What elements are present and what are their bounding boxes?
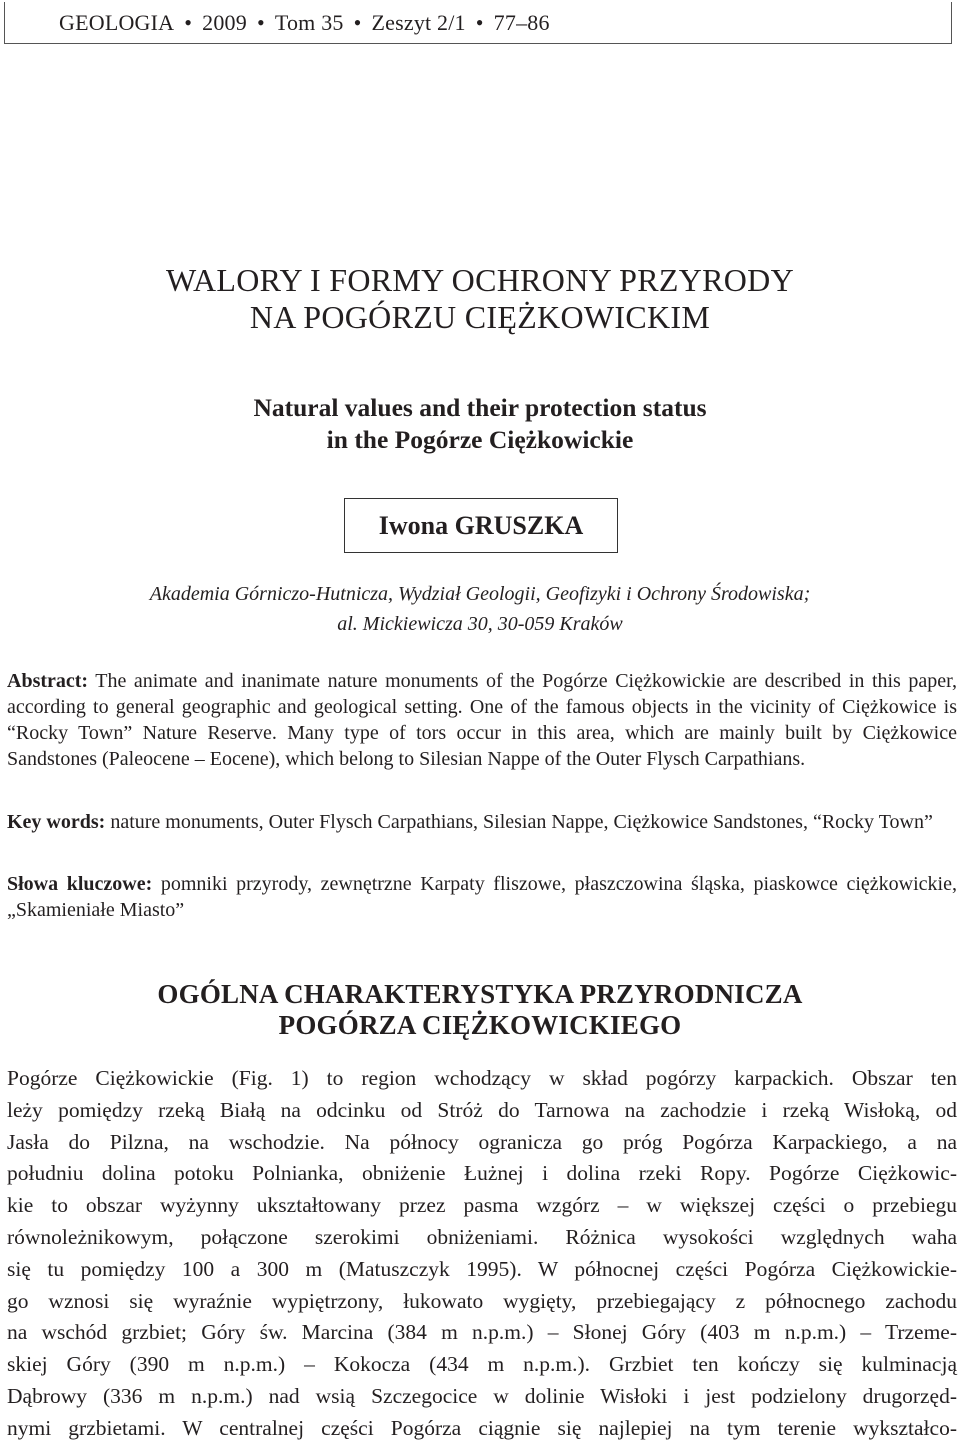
- journal-volume: Tom 35: [274, 10, 344, 35]
- keywords: [7, 809, 957, 835]
- paper-title-line2: NA POGÓRZU CIĘŻKOWICKIM: [249, 299, 711, 335]
- slowa-kluczowe-text: pomniki przyrody, zewnętrzne Karpaty fliszowe, płaszczowina śląska, piaskowce ciężkowickie, „Skamieniałe Miasto”: [7, 873, 957, 921]
- body-line: południu dolina potoku Polnianka, obniżenie Łużnej i dolina rzeki Ropy. Pogórze Ciężkowic-: [7, 1161, 957, 1186]
- keywords-text: nature monuments, Outer Flysch Carpathians, Silesian Nappe, Ciężkowice Sandstones, “Rocky Town”: [105, 811, 933, 833]
- separator-dot: •: [475, 10, 484, 35]
- body-line: Jasła do Pilzna, na wschodzie. Na północy ogranicza go próg Pogórza Karpackiego, a na: [7, 1129, 957, 1154]
- section-heading: [0, 979, 960, 1041]
- section-heading-line1: OGÓLNA CHARAKTERYSTYKA PRZYRODNICZA: [157, 979, 803, 1009]
- body-line: równoleżnikowym, połączone szerokimi obniżeniami. Różnica wysokości względnych waha: [7, 1224, 957, 1249]
- body-line: na wschód grzbiet; Góry św. Marcina (384 m n.p.m.) – Słonej Góry (403 m n.p.m.) – Trzeme-: [7, 1320, 957, 1345]
- abstract-label: Abstract:: [7, 670, 89, 692]
- paper-subtitle-line2: in the Pogórze Ciężkowickie: [326, 425, 634, 454]
- affiliation-line1: Akademia Górniczo-Hutnicza, Wydział Geologii, Geofizyki i Ochrony Środowiska;: [149, 583, 811, 605]
- body-line: Pogórze Ciężkowickie (Fig. 1) to region wchodzący w skład pogórzy karpackich. Obszar ten: [7, 1066, 957, 1090]
- separator-dot: •: [353, 10, 362, 35]
- abstract-text: The animate and inanimate nature monuments of the Pogórze Ciężkowickie are described in this paper, according to general geographic and geological setting. One of the famous objects in the vicinity of Ciężkowice is “Rocky Town” Nature Reserve. Many type of tors occur in this area, which are mainly built by Ciężkowice Sandstones (Paleocene – Eocene), which belong to Silesian Nappe of the Outer Flysch Carpathians.: [7, 670, 957, 770]
- body-paragraph: [7, 1063, 957, 1445]
- separator-dot: •: [184, 10, 193, 35]
- body-line: Dąbrowy (336 m n.p.m.) nad wsią Szczegocice w dolinie Wisłoki i jest podzielony drugorzęd-: [7, 1383, 957, 1408]
- author-name: Iwona GRUSZKA: [344, 498, 618, 553]
- slowa-kluczowe: [7, 871, 957, 923]
- slowa-kluczowe-label: Słowa kluczowe:: [7, 873, 153, 895]
- abstract: [7, 668, 957, 772]
- journal-name: GEOLOGIA: [59, 10, 175, 35]
- paper-title-line1: WALORY I FORMY OCHRONY PRZYRODY: [165, 262, 795, 298]
- paper-title: [0, 262, 960, 336]
- journal-pages: 77–86: [493, 10, 550, 35]
- affiliation-line2: al. Mickiewicza 30, 30-059 Kraków: [337, 613, 623, 635]
- body-line: go wznosi się wyraźnie wypiętrzony, łukowato wygięty, przebiegający z północnego zachodu: [7, 1288, 957, 1313]
- body-line: nymi grzbietami. W centralnej części Pogórza ciągnie się najlepiej na tym terenie wykształco-: [7, 1415, 957, 1440]
- body-line: skiej Góry (390 m n.p.m.) – Kokocza (434 m n.p.m.). Grzbiet ten kończy się kulminacją: [7, 1352, 957, 1377]
- separator-dot: •: [256, 10, 265, 35]
- body-line: leży pomiędzy rzeką Białą na odcinku od Stróż do Tarnowa na zachodzie i rzeką Wisłoką, od: [7, 1097, 957, 1122]
- journal-issue: Zeszyt 2/1: [371, 10, 466, 35]
- author-affiliation: [0, 579, 960, 639]
- journal-year: 2009: [202, 10, 247, 35]
- section-heading-line2: POGÓRZA CIĘŻKOWICKIEGO: [278, 1010, 682, 1040]
- journal-header: [4, 2, 952, 44]
- body-line: się tu pomiędzy 100 a 300 m (Matuszczyk 1995). W północnej części Pogórza Ciężkowickie-: [7, 1256, 957, 1281]
- body-line: kie to obszar wyżynny ukształtowany przez pasma wzgórz – w większej części o przebiegu: [7, 1193, 957, 1218]
- paper-subtitle: [0, 392, 960, 456]
- paper-subtitle-line1: Natural values and their protection status: [253, 393, 707, 422]
- keywords-label: Key words:: [7, 811, 106, 833]
